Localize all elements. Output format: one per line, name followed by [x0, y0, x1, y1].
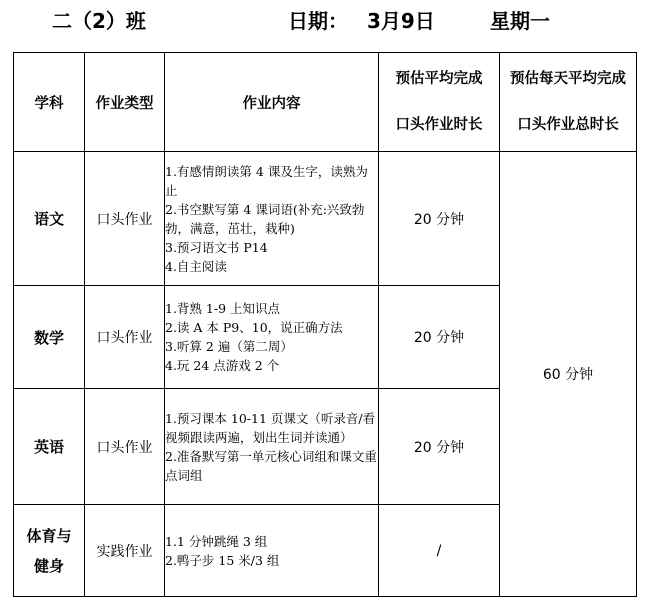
- subject-cell: 语文: [14, 152, 85, 286]
- content-item: 3.预习语文书 P14: [165, 239, 268, 255]
- daily-total-header-line1: 预估每天平均完成: [510, 71, 626, 87]
- content-item: 2.读 A 本 P9、10，说正确方法: [165, 320, 343, 335]
- daily-total-cell: 60 分钟: [500, 152, 637, 597]
- table-row-chinese: [14, 152, 637, 286]
- column-header-content: 作业内容: [165, 53, 379, 152]
- content-item: 2.书空默写第 4 课词语(补充:兴致勃勃，满意，茁壮，栽种): [165, 201, 365, 236]
- subject-line: 健身: [33, 556, 64, 575]
- avg-time-header-line2: 口头作业时长: [395, 117, 483, 133]
- subject-cell: 数学: [14, 286, 85, 389]
- content-item: 3.听算 2 遍（第二周）: [165, 339, 293, 354]
- time-cell: 20 分钟: [379, 286, 500, 389]
- table-header-row: [14, 53, 637, 152]
- type-cell: 口头作业: [85, 389, 165, 505]
- type-cell: 口头作业: [85, 286, 165, 389]
- subject-line: 体育与: [26, 526, 72, 545]
- content-cell: [165, 389, 379, 505]
- content-cell: [165, 286, 379, 389]
- column-header-daily-total: [500, 53, 637, 152]
- avg-time-header-line1: 预估平均完成: [395, 71, 483, 87]
- weekday: 星期一: [490, 9, 550, 33]
- page-header: [0, 6, 652, 40]
- column-header-avg-time: [379, 53, 500, 152]
- content-item: 4.自主阅读: [165, 258, 227, 274]
- content-item: 1.1 分钟跳绳 3 组: [165, 533, 268, 549]
- time-cell: 20 分钟: [379, 152, 500, 286]
- column-header-subject: 学科: [14, 53, 85, 152]
- content-cell: [165, 152, 379, 286]
- type-cell: 实践作业: [85, 505, 165, 597]
- subject-cell: 英语: [14, 389, 85, 505]
- subject-cell: [14, 505, 85, 597]
- content-cell: [165, 505, 379, 597]
- content-item: 1.有感情朗读第 4 课及生字，读熟为止: [165, 163, 368, 198]
- daily-total-header-line2: 口头作业总时长: [517, 117, 619, 133]
- content-item: 2.准备默写第一单元核心词组和课文重点词组: [165, 448, 377, 483]
- type-cell: 口头作业: [85, 152, 165, 286]
- date-value: 3月9日: [367, 9, 435, 33]
- homework-table: [13, 52, 637, 597]
- content-item: 4.玩 24 点游戏 2 个: [165, 358, 280, 373]
- date-label: 日期：: [288, 9, 348, 33]
- content-item: 1.背熟 1-9 上知识点: [165, 301, 281, 316]
- time-cell: /: [379, 505, 500, 597]
- content-item: 1.预习课本 10-11 页课文（听录音/看视频跟读两遍，划出生词并读通）: [165, 410, 376, 445]
- column-header-type: 作业类型: [85, 53, 165, 152]
- time-cell: 20 分钟: [379, 389, 500, 505]
- class-name: 二（2）班: [52, 9, 146, 33]
- content-item: 2.鸭子步 15 米/3 组: [165, 552, 280, 568]
